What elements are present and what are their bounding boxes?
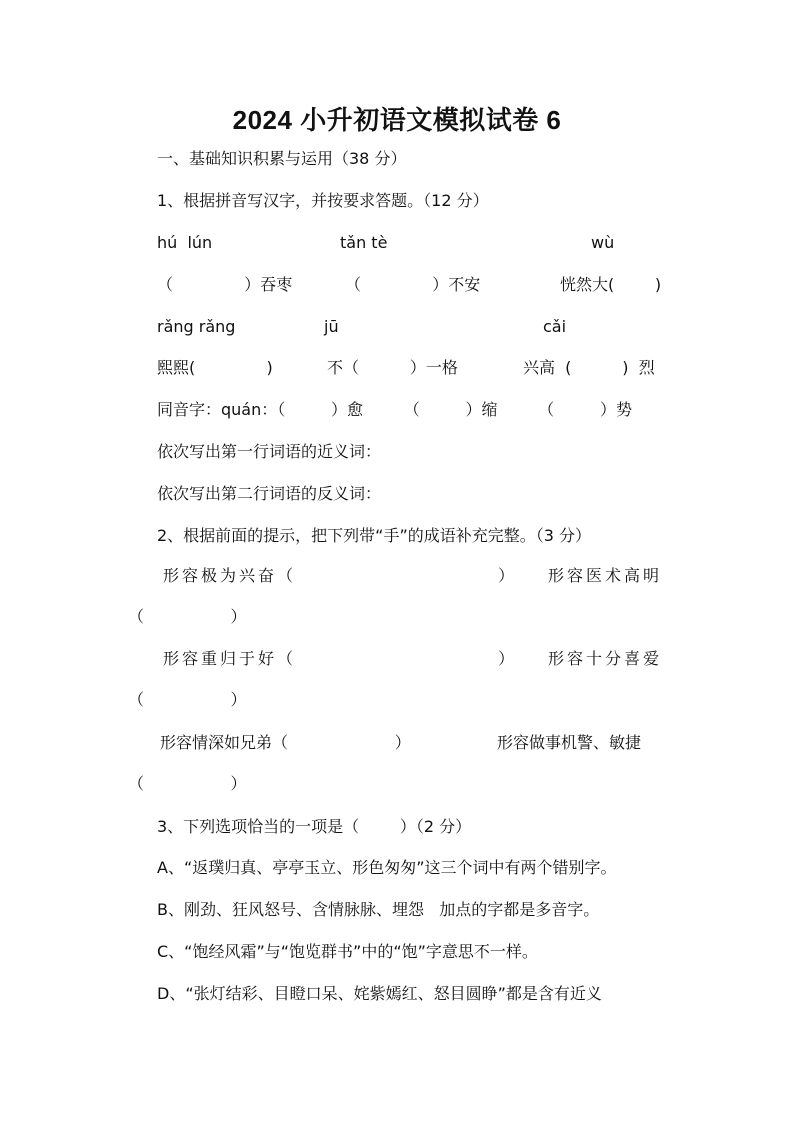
q2-stem: 2、根据前面的提示，把下列带“手”的成语补充完整。（3 分）	[157, 526, 592, 545]
q3-stem: 3、下列选项恰当的一项是（ ）（2 分）	[157, 817, 472, 836]
q1-pinyin-3: wù	[591, 233, 615, 252]
q1-blank-1[interactable]: （ ）吞枣	[157, 275, 293, 294]
q1-blank-2[interactable]: （ ）不安	[345, 275, 481, 294]
exam-title: 2024 小升初语文模拟试卷 6	[232, 105, 562, 135]
q3-option-b: B、刚劲、狂风怒号、含情脉脉、埋怨 加点的字都是多音字。	[157, 900, 600, 919]
q2-row3-wrap[interactable]: （ ）	[128, 774, 247, 793]
q1-synonym-prompt: 依次写出第一行词语的近义词：	[157, 442, 382, 461]
q1-pinyin-4: rǎng rǎng	[157, 317, 236, 336]
q2-row3-right: 形容做事机警、敏捷	[497, 733, 642, 752]
q3-option-d: D、“张灯结彩、目瞪口呆、姹紫嫣红、怒目圆睁”都是含有近义	[157, 984, 602, 1003]
q2-row2-wrap[interactable]: （ ）	[128, 690, 247, 709]
q2-row1-right: 形容医术高明	[548, 566, 663, 585]
q1-blank-4[interactable]: 熙熙( )	[157, 358, 273, 377]
q1-stem: 1、根据拼音写汉字，并按要求答题。（12 分）	[157, 191, 489, 210]
q3-option-a: A、“返璞归真、亭亭玉立、形色匆匆”这三个词中有两个错别字。	[157, 858, 617, 877]
q1-pinyin-1: hú lún	[157, 233, 213, 252]
q2-row1-left[interactable]: 形容极为兴奋（ ）	[163, 566, 518, 585]
section-heading: 一、基础知识积累与运用（38 分）	[157, 149, 407, 168]
q1-blank-3[interactable]: 恍然大( )	[560, 275, 662, 294]
q3-option-c: C、“饱经风霜”与“饱览群书”中的“饱”字意思不一样。	[157, 942, 538, 961]
q1-blank-5[interactable]: 不（ ）一格	[327, 358, 458, 377]
q2-row2-left[interactable]: 形容重归于好（ ）	[163, 649, 518, 668]
q1-pinyin-6: cǎi	[543, 317, 567, 336]
q1-antonym-prompt: 依次写出第二行词语的反义词：	[157, 484, 382, 503]
q2-row3-left[interactable]: 形容情深如兄弟（ ）	[160, 733, 411, 752]
q1-pinyin-5: jū	[324, 317, 339, 336]
q1-homophone[interactable]: 同音字：quán：（ ）愈 （ ）缩 （ ）势	[157, 400, 632, 419]
q2-row1-wrap[interactable]: （ ）	[128, 607, 247, 626]
q2-row2-right: 形容十分喜爱	[548, 649, 663, 668]
q1-blank-6[interactable]: 兴高 ( ) 烈	[523, 358, 655, 377]
q1-pinyin-2: tǎn tè	[340, 233, 388, 252]
